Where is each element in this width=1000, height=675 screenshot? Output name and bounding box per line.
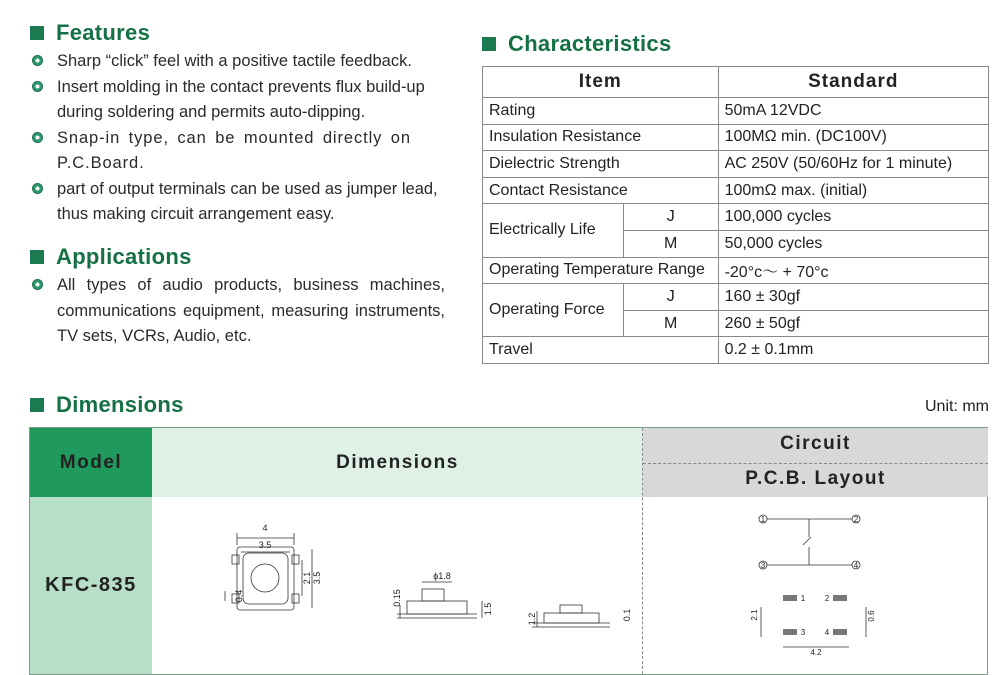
table-row: [483, 177, 989, 204]
life-m-label: M: [623, 230, 718, 257]
force-label: Operating Force: [483, 284, 624, 337]
list-item: part of output terminals can be used as jumper lead, thus making circuit arrangement easy.: [30, 177, 450, 228]
force-m-value: 260 ± 50gf: [718, 310, 988, 337]
force-j-label: J: [623, 284, 718, 311]
applications-list: [30, 273, 445, 350]
pad-4-label: 4: [824, 628, 830, 637]
applications-title: Applications: [56, 244, 192, 269]
dim-04-label: 0.4: [234, 589, 244, 603]
dim-01-label: 0.1: [622, 608, 632, 622]
life-j-label: J: [623, 204, 718, 231]
force-j-value: 160 ± 30gf: [718, 284, 988, 311]
table-row: [483, 124, 989, 151]
dim-015-label: 0.15: [392, 589, 402, 607]
col-standard-header: Standard: [718, 67, 988, 98]
circuit-header: Circuit: [780, 433, 851, 454]
dimensions-header-cell: [152, 428, 643, 497]
table-row: [483, 151, 989, 178]
travel-label: Travel: [483, 337, 719, 364]
heading-square-icon: [30, 250, 44, 264]
pin-3-label: 3: [760, 561, 766, 570]
table-row: [483, 337, 989, 364]
pin-2-label: 2: [853, 515, 859, 524]
pcb-42-label: 4.2: [810, 648, 822, 657]
features-list: [30, 49, 450, 228]
temp-label: Operating Temperature Range: [483, 257, 719, 284]
pin-4-label: 4: [853, 561, 859, 570]
dim-15-label: 1.5: [483, 602, 493, 616]
characteristics-table: [482, 66, 989, 364]
contact-value: 100mΩ max. (initial): [718, 177, 988, 204]
list-item: Sharp “click” feel with a positive tactile feedback.: [30, 49, 450, 75]
pcb-header: P.C.B. Layout: [745, 468, 886, 489]
list-item: All types of audio products, business machines, communications equipment, measuring instruments, TV sets, VCRs, Audio, etc.: [30, 273, 445, 350]
travel-value: 0.2 ± 0.1mm: [718, 337, 988, 364]
dim-35v-label: 3.5: [312, 571, 322, 585]
life-m-value: 50,000 cycles: [718, 230, 988, 257]
dimensions-table: [29, 427, 988, 675]
pad-1-label: 1: [800, 594, 806, 603]
dim-phi-label: ϕ1.8: [433, 571, 451, 581]
table-row: [483, 98, 989, 125]
bullet-icon: [32, 279, 43, 290]
life-label: Electrically Life: [483, 204, 624, 257]
force-m-label: M: [623, 310, 718, 337]
dimension-drawing: [152, 497, 642, 674]
list-item: Insert molding in the contact prevents flux build-up during soldering and permits auto-dipping.: [30, 75, 450, 126]
table-row: [483, 257, 989, 284]
circuit-pcb-drawing: [643, 497, 988, 674]
pcb-06-label: 0.6: [867, 610, 876, 622]
characteristics-title: Characteristics: [508, 31, 672, 56]
applications-heading: [30, 244, 192, 270]
temp-value: -20°c～ + 70°c: [718, 257, 988, 284]
dielectric-value: AC 250V (50/60Hz for 1 minute): [718, 151, 988, 178]
contact-label: Contact Resistance: [483, 177, 719, 204]
rating-label: Rating: [483, 98, 719, 125]
header-divider: [643, 463, 988, 464]
dim-12-label: 1.2: [527, 612, 537, 626]
model-header: Model: [59, 451, 123, 473]
pad-3-label: 3: [800, 628, 806, 637]
dimensions-title: Dimensions: [56, 392, 184, 417]
pcb-21-label: 2.1: [750, 609, 759, 621]
dim-21-label: 2.1: [302, 571, 312, 585]
circuit-header-cell: [643, 428, 988, 497]
insulation-value: 100MΩ min. (DC100V): [718, 124, 988, 151]
table-row: [483, 204, 989, 231]
list-item: Snap-in type, can be mounted directly on P.C.Board.: [30, 126, 450, 177]
heading-square-icon: [30, 26, 44, 40]
features-title: Features: [56, 20, 151, 45]
table-row: [483, 284, 989, 311]
features-heading: [30, 20, 150, 46]
dielectric-label: Dielectric Strength: [483, 151, 719, 178]
heading-square-icon: [482, 37, 496, 51]
dimensions-heading: [30, 392, 184, 418]
rating-value: 50mA 12VDC: [718, 98, 988, 125]
table-header-row: [483, 67, 989, 98]
dim-4-label: 4: [262, 523, 268, 533]
life-j-value: 100,000 cycles: [718, 204, 988, 231]
insulation-label: Insulation Resistance: [483, 124, 719, 151]
model-header-cell: [30, 428, 152, 497]
dim-35-label: 3.5: [258, 540, 272, 550]
bullet-icon: [32, 55, 43, 66]
unit-label: Unit: mm: [925, 398, 989, 415]
model-cell: [30, 497, 152, 674]
characteristics-heading: [482, 31, 671, 57]
bullet-icon: [32, 132, 43, 143]
pad-2-label: 2: [824, 594, 830, 603]
bullet-icon: [32, 81, 43, 92]
bullet-icon: [32, 183, 43, 194]
model-name: KFC-835: [45, 574, 137, 596]
dimensions-header: Dimensions: [336, 451, 459, 473]
heading-square-icon: [30, 398, 44, 412]
col-item-header: Item: [483, 67, 719, 98]
pin-1-label: 1: [760, 515, 766, 524]
